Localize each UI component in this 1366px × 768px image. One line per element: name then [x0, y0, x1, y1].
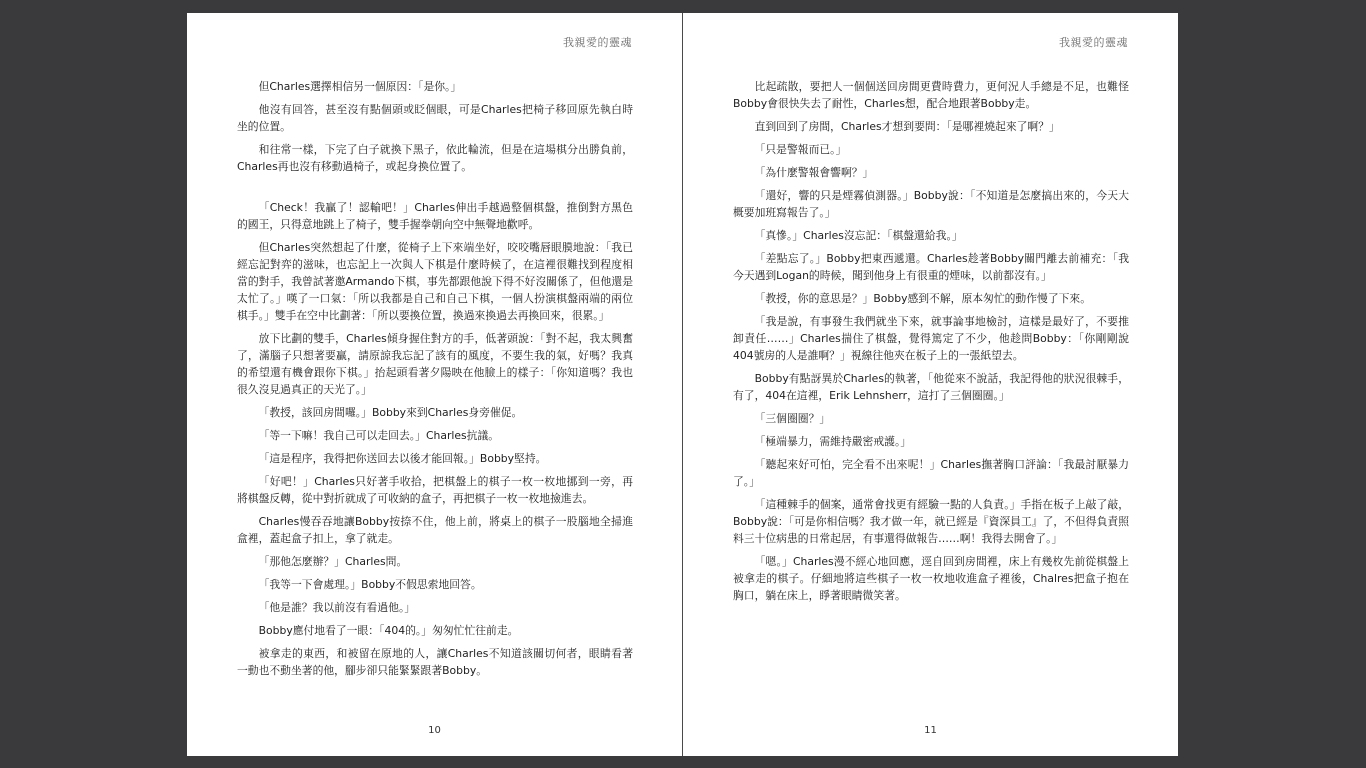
book-spread [187, 13, 1178, 756]
page-body [237, 78, 633, 685]
paragraph: 放下比劃的雙手，Charles傾身握住對方的手，低著頭說：「對不起，我太興奮了，滿腦子只想著要贏，請原諒我忘記了該有的風度，不要生我的氣，好嗎？我真的希望還有機會跟你下棋。」抬起頭看著夕陽映在他臉上的樣子：「你知道嗎？我也很久沒見過真正的天光了。」 [237, 332, 633, 396]
paragraph: 「差點忘了。」Bobby把東西遞還。Charles趁著Bobby關門離去前補充：「我今天遇到Logan的時候，聞到他身上有很重的煙味，以前都沒有。」 [733, 252, 1129, 282]
paragraph: 比起疏散，要把人一個個送回房間更費時費力，更何況人手總是不足，也難怪Bobby會很快失去了耐性，Charles想，配合地跟著Bobby走。 [733, 80, 1129, 110]
paragraph: Bobby應付地看了一眼：「404的。」匆匆忙忙往前走。 [258, 624, 519, 637]
paragraph: 「極端暴力，需維持嚴密戒護。」 [754, 435, 912, 448]
paragraph: 直到回到了房間，Charles才想到要問：「是哪裡燒起來了啊？」 [754, 120, 1060, 133]
paragraph: 他沒有回答，甚至沒有點個頭或眨個眼，可是Charles把椅子移回原先執白時坐的位置。 [237, 103, 633, 133]
running-head: 我親愛的靈魂 [563, 36, 632, 49]
paragraph: 「還好，響的只是煙霧偵測器。」Bobby說：「不知道是怎麼搞出來的，今天大概要加班寫報告了。」 [733, 189, 1129, 219]
left-page[interactable] [187, 13, 683, 756]
paragraph: 「這種棘手的個案，通常會找更有經驗一點的人負責。」手指在板子上敲了敲，Bobby說：「可是你相信嗎？我才做一年，就已經是『資深員工』了，不但得負責照料三十位病患的日常起居，有事還得做報告……啊！我得去開會了。」 [733, 498, 1129, 545]
paragraph: 但Charles突然想起了什麼，從椅子上下來端坐好，咬咬嘴唇眼膜地說：「我已經忘記對弈的滋味，也忘記上一次與人下棋是什麼時候了，在這裡很難找到程度相當的對手，我曾試著邀Armando下棋，事先都跟他說下得不好沒關係了，但他還是太忙了。」嘆了一口氣：「所以我都是自己和自己下棋，一個人扮演棋盤兩端的兩位棋手。」雙手在空中比劃著：「所以要換位置，換過來換過去再換回來，很累。」 [237, 241, 633, 322]
paragraph: 「教授，該回房間囉。」Bobby來到Charles身旁催促。 [258, 406, 523, 419]
paragraph: 「我等一下會處理。」Bobby不假思索地回答。 [258, 578, 482, 591]
paragraph: Bobby有點訝異於Charles的執著，「他從來不說話，我記得他的狀況很棘手，有了，404在這裡，Erik Lehnsherr，這打了三個圈圈。」 [733, 372, 1129, 402]
page-body [733, 78, 1129, 610]
paragraph: 「好吧！」Charles只好著手收拾，把棋盤上的棋子一枚一枚地挪到一旁，再將棋盤反轉，從中對折就成了可收納的盒子，再把棋子一枚一枚地撿進去。 [237, 475, 633, 505]
running-head: 我親愛的靈魂 [1059, 36, 1128, 49]
paragraph: 「這是程序，我得把你送回去以後才能回報。」Bobby堅持。 [258, 452, 547, 465]
paragraph: 「嗯。」Charles漫不經心地回應，逕自回到房間裡，床上有幾枚先前從棋盤上被拿走的棋子。仔細地將這些棋子一枚一枚地收進盒子裡後，Chalres把盒子抱在胸口，躺在床上，睜著眼睛微笑著。 [733, 555, 1129, 602]
paragraph: 「那他怎麼辦？」Charles問。 [258, 555, 408, 568]
paragraph: 「我是說，有事發生我們就坐下來，就事論事地檢討，這樣是最好了，不要推卸責任……」Charles揣住了棋盤，覺得篤定了不少，他趁問Bobby：「你剛剛說404號房的人是誰啊？」視線往他夾在板子上的一張紙望去。 [733, 315, 1129, 362]
paragraph: 和往常一樣，下完了白子就換下黑子，依此輪流，但是在這場棋分出勝負前，Charles再也沒有移動過椅子，或起身換位置了。 [237, 143, 633, 173]
paragraph: 「他是誰？我以前沒有看過他。」 [258, 601, 416, 614]
paragraph: 「教授，你的意思是？」Bobby感到不解，原本匆忙的動作慢了下來。 [754, 292, 1092, 305]
paragraph: 「只是警報而已。」 [754, 143, 847, 156]
paragraph: 「等一下嘛！我自己可以走回去。」Charles抗議。 [258, 429, 500, 442]
right-page[interactable] [683, 13, 1178, 756]
paragraph: 「Check！我贏了！認輸吧！」Charles伸出手越過整個棋盤，推倒對方黑色的國王，只得意地跳上了椅子，雙手握拳朝向空中無聲地歡呼。 [237, 201, 633, 231]
paragraph: 「三個圈圈？」 [754, 412, 831, 425]
paragraph: 被拿走的東西，和被留在原地的人，讓Charles不知道該關切何者，眼睛看著一動也不動坐著的他，腳步卻只能緊緊跟著Bobby。 [237, 647, 633, 677]
paragraph: 但Charles選擇相信另一個原因：「是你。」 [258, 80, 462, 93]
paragraph: 「聽起來好可怕，完全看不出來呢！」Charles撫著胸口評論：「我最討厭暴力了。」 [733, 458, 1129, 488]
page-number: 11 [924, 725, 937, 736]
paragraph: Charles慢吞吞地讓Bobby按捺不住，他上前，將桌上的棋子一股腦地全掃進盒裡，蓋起盒子扣上，拿了就走。 [237, 515, 633, 545]
paragraph: 「為什麼警報會響啊？」 [754, 166, 874, 179]
paragraph: 「真慘。」Charles沒忘記：「棋盤還給我。」 [754, 229, 963, 242]
page-number: 10 [428, 725, 441, 736]
